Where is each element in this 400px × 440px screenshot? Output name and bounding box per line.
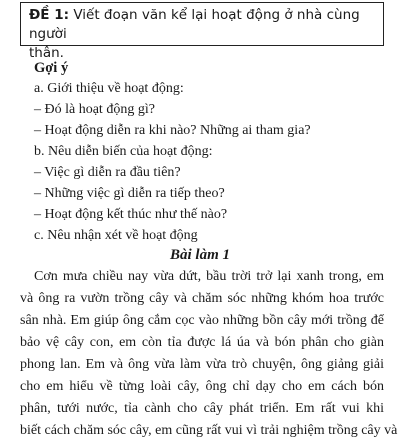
answer-line-7: phân, tưới nước, tỉa cành cho cây phát triển. Em rất vui khi xyxy=(20,401,384,416)
guide-part-b: b. Nêu diễn biến của hoạt động: xyxy=(34,144,213,159)
assignment-text-line-2: thân. xyxy=(29,45,64,61)
assignment-number: ĐỀ 1: xyxy=(29,7,70,23)
assignment-prompt-box xyxy=(20,2,384,61)
guide-part-a: a. Giới thiệu về hoạt động: xyxy=(34,81,184,96)
answer-line-1: Cơn mưa chiều nay vừa dứt, bầu trời trở lại xanh trong, em xyxy=(34,269,384,284)
guide-a-item-2: – Hoạt động diễn ra khi nào? Những ai tham gia? xyxy=(34,123,311,138)
guide-b-item-3: – Hoạt động kết thúc như thế nào? xyxy=(34,207,228,222)
answer-line-4: bảo vệ cây con, em còn tỉa được lá úa và bón phân cho giàn xyxy=(20,335,384,350)
guide-b-item-2: – Những việc gì diễn ra tiếp theo? xyxy=(34,186,225,201)
answer-line-8: biết cách chăm sóc cây, em cũng rất vui vì trải nghiệm trồng cây và xyxy=(20,423,398,438)
guide-a-item-1: – Đó là hoạt động gì? xyxy=(34,102,155,117)
guide-part-c: c. Nêu nhận xét về hoạt động xyxy=(34,228,198,243)
answer-line-3: sân nhà. Em giúp ông cắm cọc vào những bồn cây mới trồng để xyxy=(20,313,384,328)
answer-line-2: và ông ra vườn trồng cây và chăm sóc những khóm hoa trước xyxy=(20,291,384,306)
guide-heading: Gợi ý xyxy=(34,60,69,76)
answer-line-6: cho em hiểu về từng loài cây, ông chỉ dạy cho em cách bón xyxy=(20,379,384,394)
answer-line-5: phong lan. Em và ông vừa làm vừa trò chuyện, ông giảng giải xyxy=(20,357,384,372)
guide-b-item-1: – Việc gì diễn ra đầu tiên? xyxy=(34,165,181,180)
answer-title: Bài làm 1 xyxy=(169,247,230,263)
assignment-text-line-1: Viết đoạn văn kể lại hoạt động ở nhà cùng người xyxy=(29,7,360,42)
